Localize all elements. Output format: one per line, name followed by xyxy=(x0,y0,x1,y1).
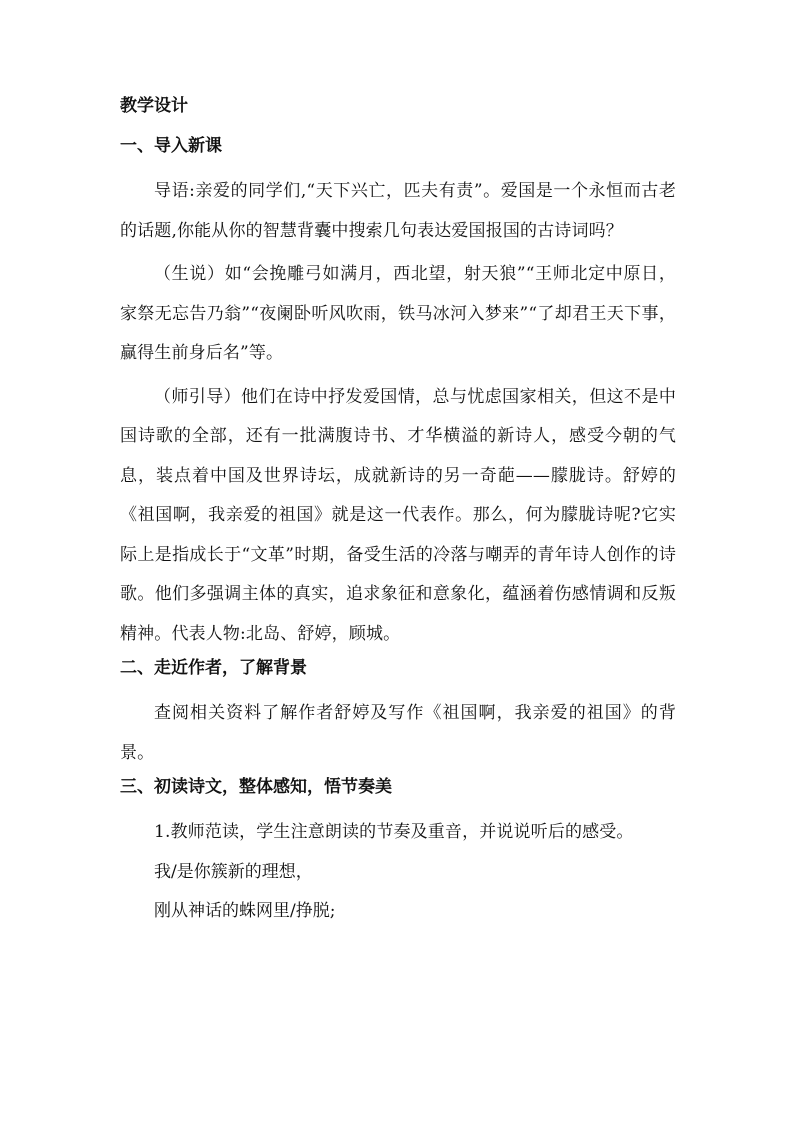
section-1 xyxy=(120,132,676,654)
poem-line: 我/是你簇新的理想， xyxy=(154,861,313,882)
document-page xyxy=(120,92,676,932)
paragraph: （师引导）他们在诗中抒发爱国情，总与忧虑国家相关，但这不是中国诗歌的全部，还有一批满腹诗书、才华横溢的新诗人，感受今朝的气息，装点着中国及世界诗坛，成就新诗的另一奇葩——朦胧诗。舒婷的《祖国啊，我亲爱的祖国》就是这一代表作。那么，何为朦胧诗呢?它实际上是指成长于“文革”时期，备受生活的冷落与嘲弄的青年诗人创作的诗歌。他们多强调主体的真实，追求象征和意象化，蕴涵着伤感情调和反叛精神。代表人物:北岛、舒婷，顾城。 xyxy=(120,386,676,644)
paragraph: （生说）如“会挽雕弓如满月，西北望，射天狼”“王师北定中原日，家祭无忘告乃翁”“夜阑卧听风吹雨，铁马冰河入梦来”“了却君王天下事，赢得生前身后名”等。 xyxy=(120,264,676,363)
poem-line: 刚从神话的蛛网里/挣脱; xyxy=(154,901,336,921)
paragraph: 导语:亲爱的同学们,“天下兴亡，匹夫有责”。爱国是一个永恒而古老的话题,你能从你的智慧背囊中搜索几句表达爱国报国的古诗词吗？ xyxy=(120,181,676,241)
document-title: 教学设计 xyxy=(120,96,188,116)
section-heading: 三、初读诗文，整体感知，悟节奏美 xyxy=(120,777,392,797)
paragraph: 查阅相关资料了解作者舒婷及写作《祖国啊，我亲爱的祖国》的背景。 xyxy=(120,703,676,763)
section-3 xyxy=(120,773,676,932)
section-2 xyxy=(120,654,676,773)
section-heading: 二、走近作者，了解背景 xyxy=(120,658,307,678)
section-heading: 一、导入新课 xyxy=(120,136,222,156)
paragraph: 1.教师范读，学生注意朗读的节奏及重音，并说说听后的感受。 xyxy=(154,822,634,842)
